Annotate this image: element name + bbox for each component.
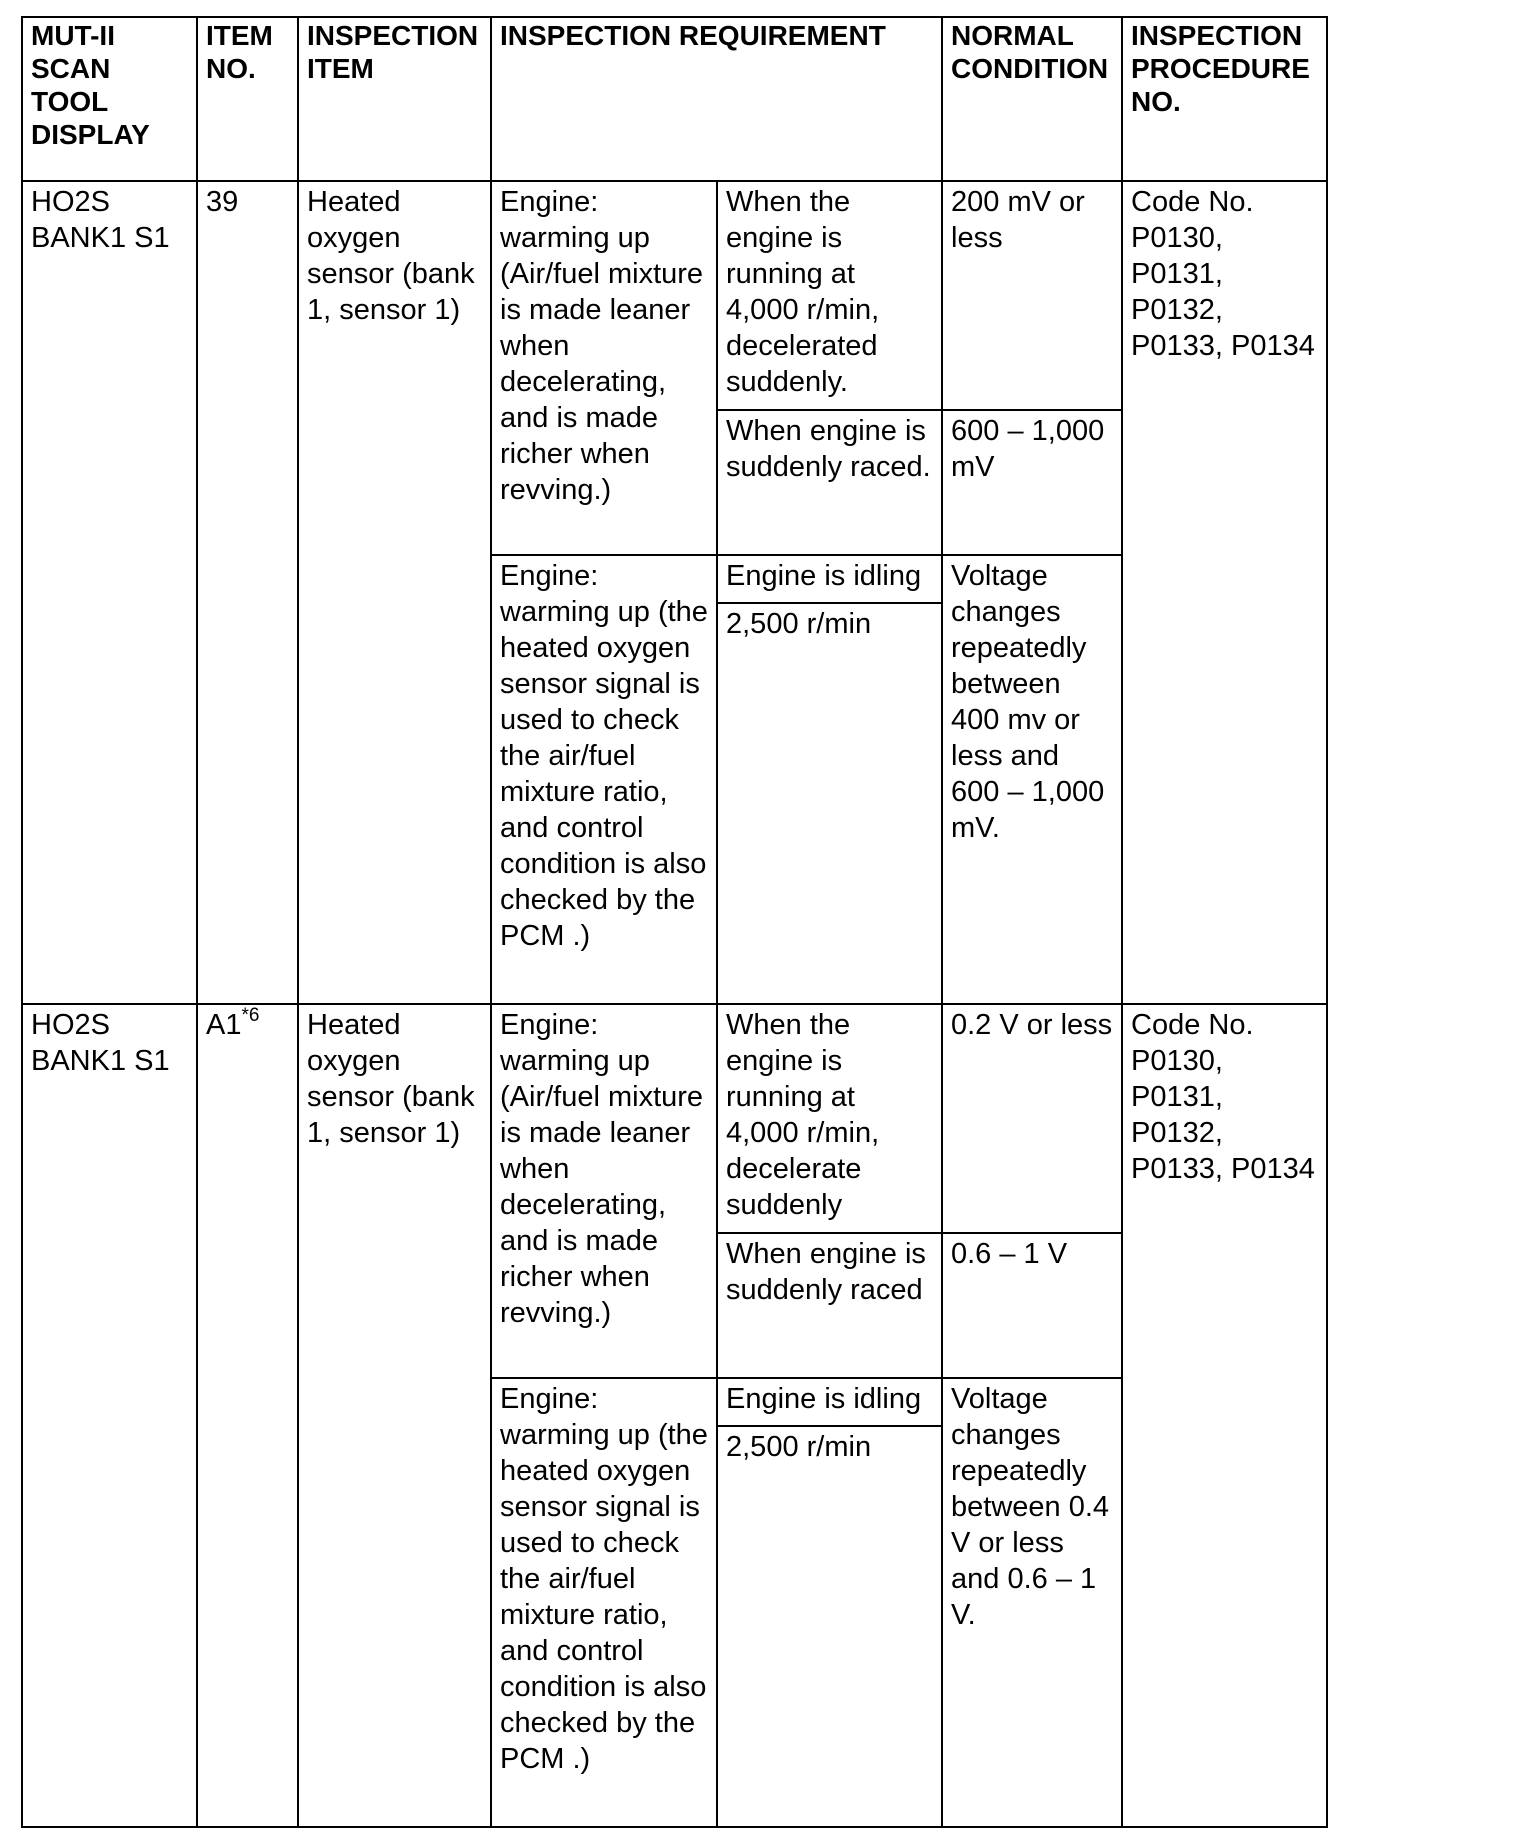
display-cell: HO2S BANK1 S1: [22, 181, 197, 1004]
header-normal-condition: NORMAL CONDITION: [942, 17, 1122, 181]
requirement-sub-cell: When engine is suddenly raced.: [717, 410, 942, 555]
table-row: [22, 1004, 1327, 1233]
requirement-condition-cell: Engine: warming up (the heated oxygen sensor signal is used to check the air/fuel mixture ratio, and control condition is also checked by the PCM .): [491, 555, 717, 1004]
item-no-value: A1: [206, 1009, 242, 1041]
normal-condition-cell: Voltage changes repeatedly between 400 mv or less and 600 – 1,000 mV.: [942, 555, 1122, 1004]
requirement-sub-cell: Engine is idling: [717, 555, 942, 603]
requirement-condition-cell: Engine: warming up (the heated oxygen sensor signal is used to check the air/fuel mixture ratio, and control condition is also checked by the PCM .): [491, 1378, 717, 1827]
header-procedure-no: INSPECTION PROCEDURE NO.: [1122, 17, 1327, 181]
procedure-cell: Code No. P0130, P0131, P0132, P0133, P0134: [1122, 181, 1327, 1004]
table-row: [22, 181, 1327, 410]
display-cell: HO2S BANK1 S1: [22, 1004, 197, 1827]
requirement-sub-cell: When the engine is running at 4,000 r/min, decelerate suddenly: [717, 1004, 942, 1233]
item-no-value: 39: [206, 186, 239, 218]
header-inspection-item: INSPECTION ITEM: [298, 17, 491, 181]
normal-condition-cell: 600 – 1,000 mV: [942, 410, 1122, 555]
requirement-sub-cell: 2,500 r/min: [717, 603, 942, 1004]
item-no-note: *6: [241, 1005, 260, 1026]
inspection-item-cell: Heated oxygen sensor (bank 1, sensor 1): [298, 181, 491, 1004]
normal-condition-cell: 0.2 V or less: [942, 1004, 1122, 1233]
item-no-cell: [197, 181, 298, 1004]
requirement-sub-cell: 2,500 r/min: [717, 1426, 942, 1827]
normal-condition-cell: 0.6 – 1 V: [942, 1233, 1122, 1378]
requirement-sub-cell: Engine is idling: [717, 1378, 942, 1426]
header-row: [22, 17, 1327, 181]
normal-condition-cell: 200 mV or less: [942, 181, 1122, 410]
inspection-table: [21, 16, 1328, 1828]
header-item-no: ITEM NO.: [197, 17, 298, 181]
header-inspection-requirement: INSPECTION REQUIREMENT: [491, 17, 942, 181]
procedure-cell: Code No. P0130, P0131, P0132, P0133, P0134: [1122, 1004, 1327, 1827]
normal-condition-cell: Voltage changes repeatedly between 0.4 V or less and 0.6 – 1 V.: [942, 1378, 1122, 1827]
requirement-condition-cell: Engine: warming up (Air/fuel mixture is made leaner when decelerating, and is made richer when revving.): [491, 1004, 717, 1378]
inspection-item-cell: Heated oxygen sensor (bank 1, sensor 1): [298, 1004, 491, 1827]
header-display: MUT-II SCAN TOOL DISPLAY: [22, 17, 197, 181]
item-no-cell: [197, 1004, 298, 1827]
requirement-sub-cell: When engine is suddenly raced: [717, 1233, 942, 1378]
requirement-condition-cell: Engine: warming up (Air/fuel mixture is made leaner when decelerating, and is made richer when revving.): [491, 181, 717, 555]
requirement-sub-cell: When the engine is running at 4,000 r/min, decelerated suddenly.: [717, 181, 942, 410]
